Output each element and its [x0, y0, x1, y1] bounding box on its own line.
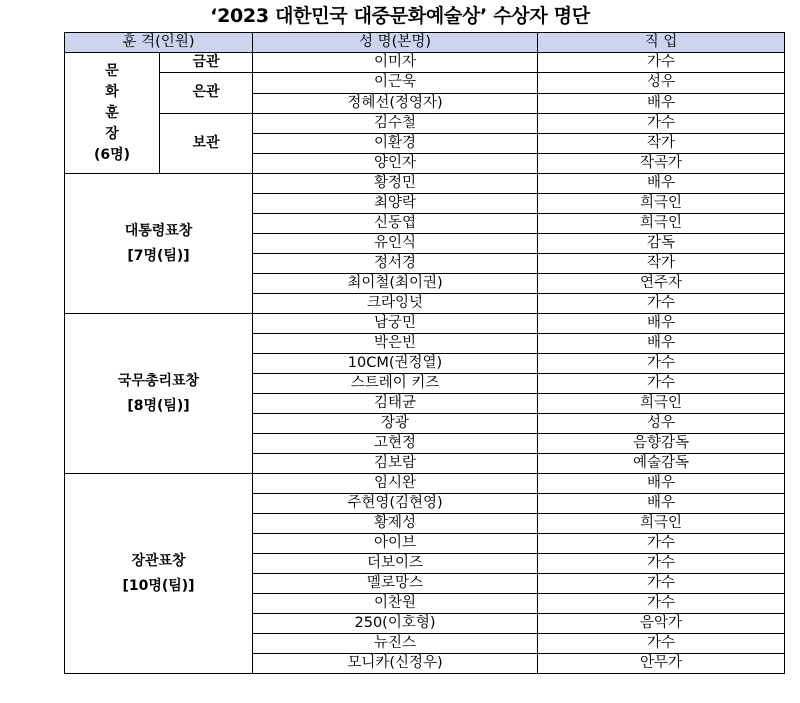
awardee-job: 가수 [538, 374, 785, 394]
group-count: [10명(팀)] [122, 577, 195, 594]
grade-label: 은관 [160, 73, 253, 114]
awardee-job: 가수 [538, 534, 785, 554]
group-label: 국무총리표창 [117, 372, 200, 389]
table-header-row [65, 33, 785, 53]
awardee-name: 김태균 [253, 394, 538, 414]
awardee-name: 정서경 [253, 254, 538, 274]
table-row [65, 53, 785, 73]
awardee-job: 가수 [538, 354, 785, 374]
awardee-name: 양인자 [253, 154, 538, 174]
awardee-name: 최이철(최이권) [253, 274, 538, 294]
awardee-name: 주현영(김현영) [253, 494, 538, 514]
awardee-name: 이찬원 [253, 594, 538, 614]
awardee-job: 희극인 [538, 514, 785, 534]
awardee-name: 박은빈 [253, 334, 538, 354]
awardee-name: 정혜선(정영자) [253, 93, 538, 113]
table-row [65, 73, 785, 94]
awardee-name: 장광 [253, 414, 538, 434]
awardee-name: 최양락 [253, 194, 538, 214]
table-row [65, 474, 785, 494]
grade-label: 보관 [160, 113, 253, 174]
awardee-name: 10CM(권정열) [253, 354, 538, 374]
awardee-job: 작곡가 [538, 154, 785, 174]
awardee-name: 이환경 [253, 134, 538, 154]
awardee-job: 가수 [538, 594, 785, 614]
grade-label: 금관 [160, 53, 253, 73]
awardee-name: 멜로망스 [253, 574, 538, 594]
order-label-char: 장 [105, 125, 119, 142]
awardee-name: 크라잉넛 [253, 294, 538, 314]
table-row [65, 113, 785, 134]
awardee-job: 희극인 [538, 194, 785, 214]
awardee-name: 남궁민 [253, 314, 538, 334]
group-label-cell [65, 474, 253, 674]
awardee-job: 가수 [538, 294, 785, 314]
awardee-job: 감독 [538, 234, 785, 254]
awardee-job: 가수 [538, 554, 785, 574]
awardee-name: 황정민 [253, 174, 538, 194]
table-row [65, 314, 785, 334]
awardee-name: 김수철 [253, 113, 538, 134]
group-label: 장관표창 [131, 552, 186, 569]
awardee-name: 고현정 [253, 434, 538, 454]
awardee-job: 작가 [538, 254, 785, 274]
page-title: ‘2023 대한민국 대중문화예술상’ 수상자 명단 [210, 5, 590, 27]
awardee-job: 배우 [538, 474, 785, 494]
group-label: 대통령표창 [124, 222, 193, 239]
awardee-name: 신동엽 [253, 214, 538, 234]
awardee-job: 가수 [538, 113, 785, 134]
awardee-job: 배우 [538, 494, 785, 514]
awardee-name: 유인식 [253, 234, 538, 254]
awardee-job: 배우 [538, 93, 785, 113]
group-count: [7명(팀)] [127, 247, 190, 264]
awardee-job: 성우 [538, 73, 785, 94]
group-label-cell [65, 174, 253, 314]
table-row [65, 174, 785, 194]
awardee-name: 김보람 [253, 454, 538, 474]
awardee-job: 음악가 [538, 614, 785, 634]
awardee-job: 음향감독 [538, 434, 785, 454]
awardee-job: 작가 [538, 134, 785, 154]
awardee-job: 배우 [538, 334, 785, 354]
group-count: [8명(팀)] [127, 397, 190, 414]
order-label-char: 훈 [105, 104, 119, 121]
awardee-name: 아이브 [253, 534, 538, 554]
awardee-job: 성우 [538, 414, 785, 434]
header-award: 훈 격(인원) [65, 33, 253, 53]
awardee-job: 가수 [538, 53, 785, 73]
awardee-name: 황제성 [253, 514, 538, 534]
order-label [65, 53, 160, 174]
order-label-char: 화 [105, 83, 119, 100]
group-label-cell [65, 314, 253, 474]
order-label-char: 문 [105, 62, 119, 79]
awardee-name: 이근욱 [253, 73, 538, 94]
awardee-job: 예술감독 [538, 454, 785, 474]
header-name: 성 명(본명) [253, 33, 538, 53]
awardee-job: 희극인 [538, 214, 785, 234]
awardee-job: 배우 [538, 174, 785, 194]
awardee-name: 임시완 [253, 474, 538, 494]
awardee-name: 스트레이 키즈 [253, 374, 538, 394]
awardee-job: 희극인 [538, 394, 785, 414]
awardee-job: 연주자 [538, 274, 785, 294]
awardee-job: 안무가 [538, 654, 785, 674]
awardee-job: 가수 [538, 634, 785, 654]
order-count: (6명) [93, 146, 131, 163]
awardee-name: 뉴진스 [253, 634, 538, 654]
awardee-job: 가수 [538, 574, 785, 594]
awardee-name: 이미자 [253, 53, 538, 73]
awardee-name: 250(이호형) [253, 614, 538, 634]
awardee-job: 배우 [538, 314, 785, 334]
awardee-name: 모니카(신정우) [253, 654, 538, 674]
awardees-table [64, 32, 785, 674]
awardee-name: 더보이즈 [253, 554, 538, 574]
header-job: 직 업 [538, 33, 785, 53]
